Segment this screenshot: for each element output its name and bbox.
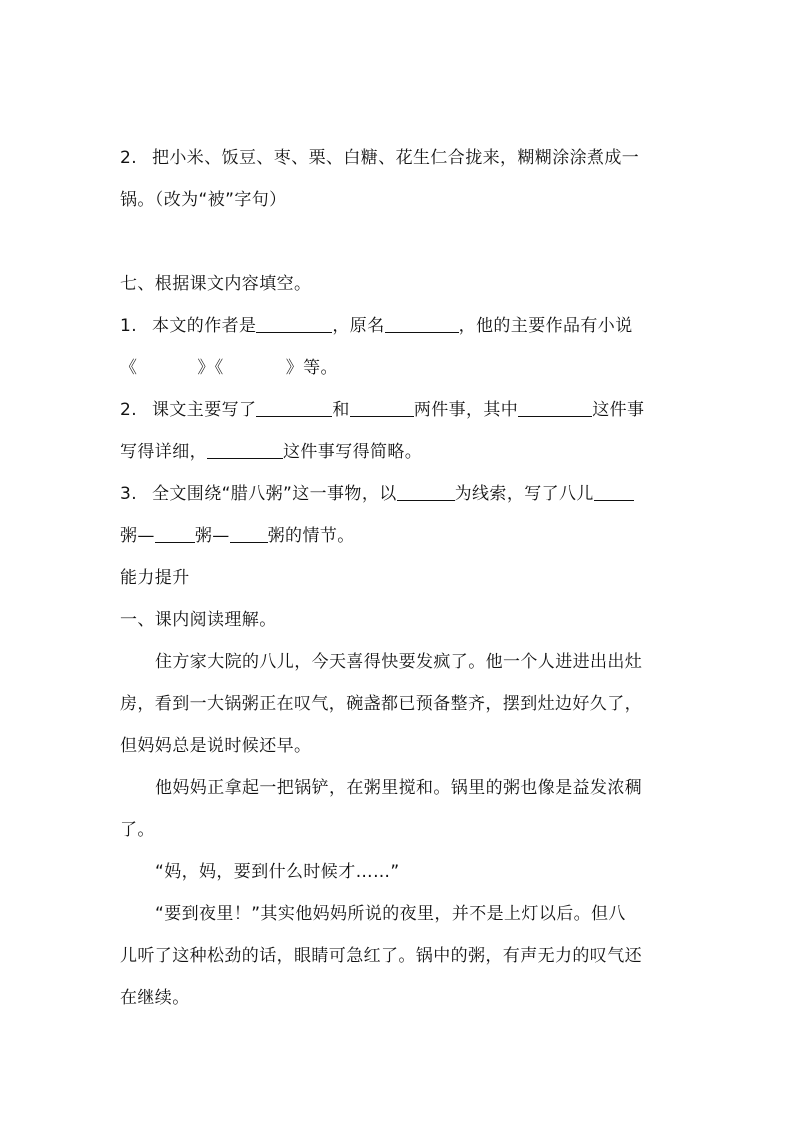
answer-blank[interactable]	[256, 400, 332, 417]
question-number: 2.	[120, 148, 138, 168]
question-number: 1.	[120, 316, 138, 336]
answer-blank[interactable]	[155, 526, 195, 543]
question-text: 写得详细，	[120, 442, 207, 462]
question-text: ，他的主要作品有小说	[458, 316, 633, 336]
question-text: 为线索，写了八儿	[454, 484, 594, 504]
question-text: 锅。（改为“被”字句）	[120, 190, 287, 210]
passage-line: “要到夜里！”其实他妈妈所说的夜里，并不是上灯以后。但八	[155, 904, 626, 924]
q7-2-line-2	[120, 190, 680, 210]
question-text: 本文的作者是	[152, 316, 257, 336]
s7-item-3-line-2	[120, 526, 680, 546]
answer-blank[interactable]	[397, 484, 455, 501]
question-text: 》等。	[285, 358, 338, 378]
answer-blank[interactable]	[256, 316, 332, 333]
ability-heading: 能力提升	[120, 568, 190, 588]
question-text: 课文主要写了	[152, 400, 257, 420]
s7-item-1-line-1	[120, 316, 680, 336]
question-text: 粥—	[194, 526, 230, 546]
passage-line: 房，看到一大锅粥正在叹气，碗盏都已预备整齐，摆到灶边好久了，	[120, 694, 642, 714]
answer-blank[interactable]	[594, 484, 634, 501]
passage-line: 他妈妈正拿起一把锅铲，在粥里搅和。锅里的粥也像是益发浓稠	[155, 778, 643, 798]
question-text: 全文围绕“腊八粥”这一事物，以	[152, 484, 397, 504]
answer-blank[interactable]	[350, 400, 414, 417]
passage-line: 住方家大院的八儿，今天喜得快要发疯了。他一个人进进出出灶	[155, 652, 643, 672]
passage-line: 在继续。	[120, 988, 190, 1008]
passage-line: “妈，妈，要到什么时候才……”	[155, 862, 400, 882]
s7-item-1-line-2	[120, 358, 680, 378]
question-text: ，原名	[332, 316, 385, 336]
answer-blank[interactable]	[385, 316, 459, 333]
question-text: 《	[120, 358, 138, 378]
s7-item-2-line-1	[120, 400, 680, 420]
question-text: 粥—	[120, 526, 155, 546]
question-text: 把小米、饭豆、枣、栗、白糖、花生仁合拢来，糊糊涂涂煮成一	[152, 148, 640, 168]
question-text: 和	[332, 400, 350, 420]
passage-line: 但妈妈总是说时候还早。	[120, 736, 312, 756]
passage-line: 儿听了这种松劲的话，眼睛可急红了。锅中的粥，有声无力的叹气还	[120, 946, 642, 966]
q7-2-line-1	[120, 148, 680, 168]
answer-blank[interactable]	[207, 442, 283, 459]
question-number: 2.	[120, 400, 138, 420]
question-text: 》《	[197, 358, 224, 378]
question-text: 这件事写得简略。	[283, 442, 423, 462]
question-text: 两件事，其中	[413, 400, 519, 420]
question-number: 3.	[120, 484, 138, 504]
question-text: 这件事	[592, 400, 645, 420]
section-7-heading: 七、根据课文内容填空。	[120, 274, 312, 294]
reading-heading: 一、课内阅读理解。	[120, 610, 277, 630]
answer-blank[interactable]	[518, 400, 592, 417]
passage-line: 了。	[120, 820, 155, 840]
question-text: 粥的情节。	[267, 526, 355, 546]
answer-blank[interactable]	[230, 526, 268, 543]
s7-item-2-line-2	[120, 442, 680, 462]
s7-item-3-line-1	[120, 484, 680, 504]
